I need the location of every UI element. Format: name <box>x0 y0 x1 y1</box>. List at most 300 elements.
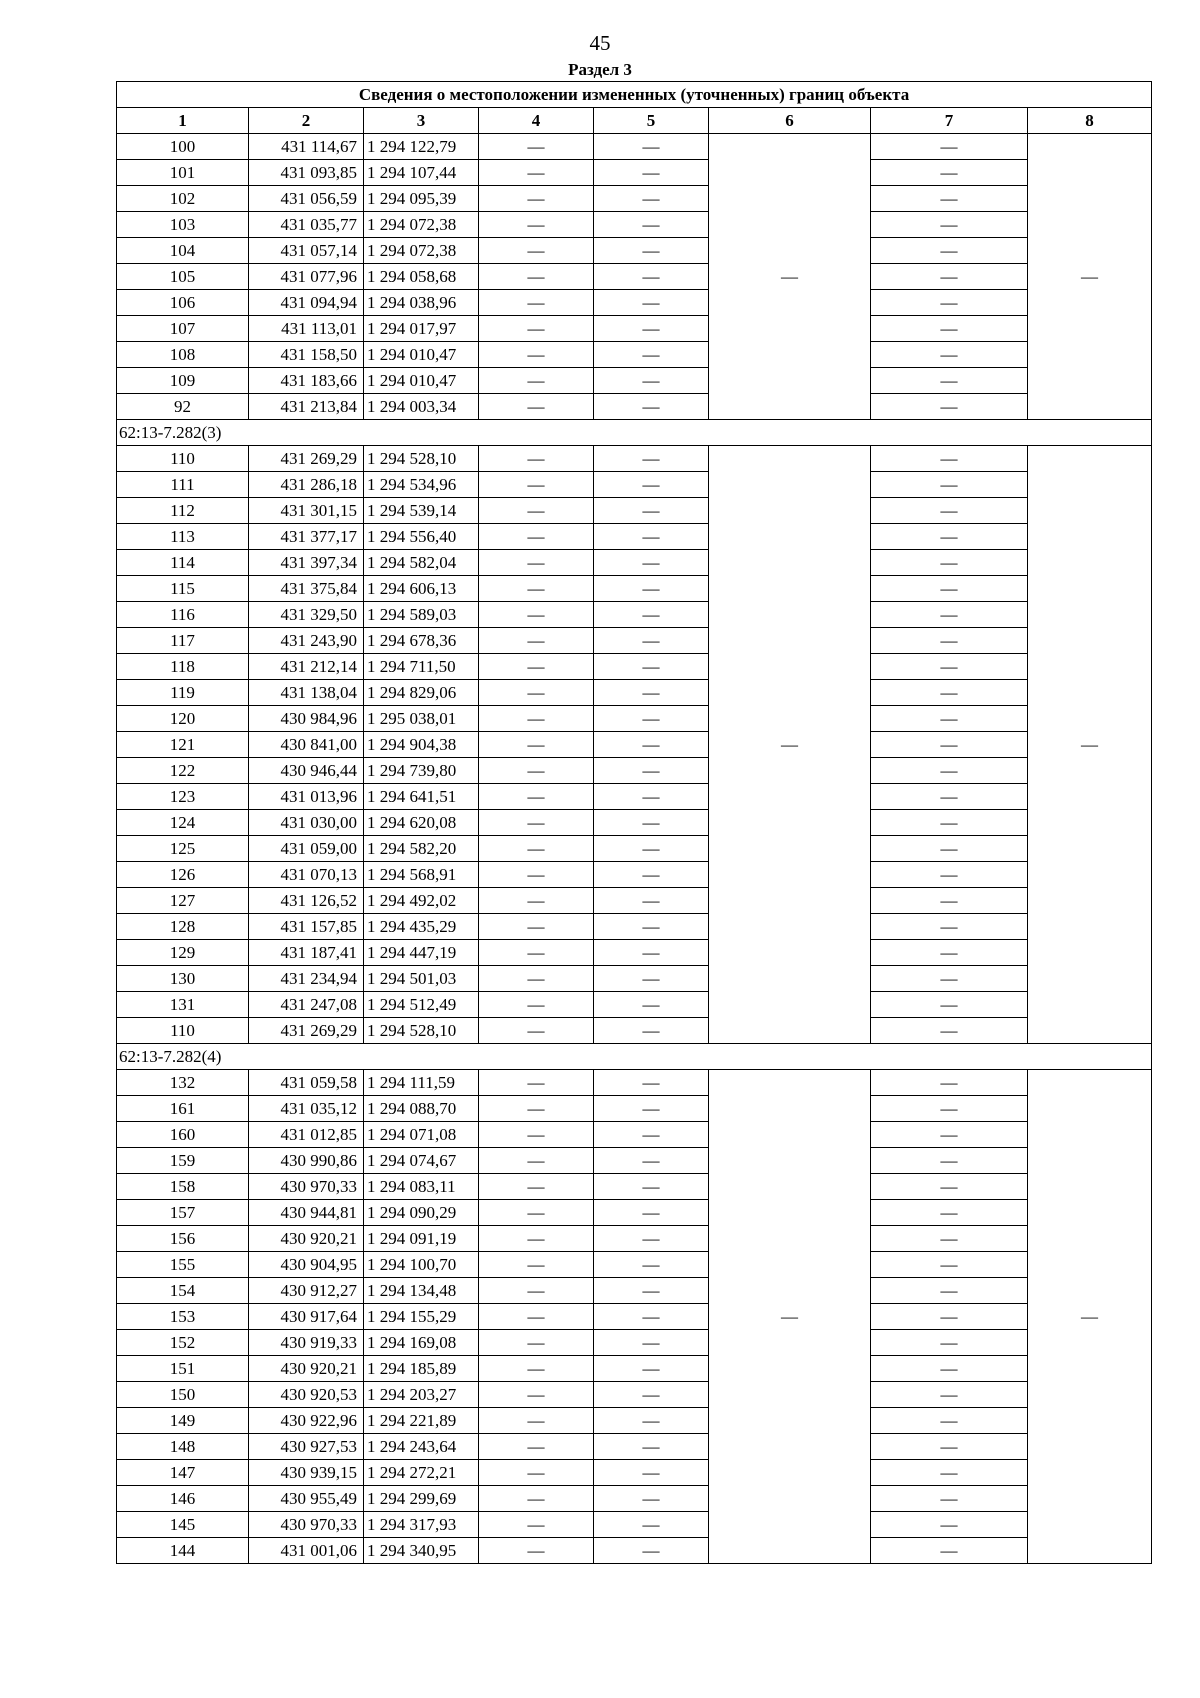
col4-dash: — <box>479 446 594 472</box>
section-title: Раздел 3 <box>568 60 632 79</box>
y-coordinate: 1 294 582,04 <box>364 550 479 576</box>
point-number: 150 <box>117 1382 249 1408</box>
y-coordinate: 1 294 528,10 <box>364 1018 479 1044</box>
column-header: 8 <box>1028 108 1152 134</box>
col4-dash: — <box>479 1174 594 1200</box>
x-coordinate: 431 013,96 <box>249 784 364 810</box>
x-coordinate: 431 158,50 <box>249 342 364 368</box>
col7-dash: — <box>871 602 1028 628</box>
point-number: 92 <box>117 394 249 420</box>
point-number: 132 <box>117 1070 249 1096</box>
table-row <box>117 784 1152 810</box>
point-number: 146 <box>117 1486 249 1512</box>
y-coordinate: 1 294 107,44 <box>364 160 479 186</box>
point-number: 104 <box>117 238 249 264</box>
column-header: 1 <box>117 108 249 134</box>
col7-dash: — <box>871 1122 1028 1148</box>
col5-dash: — <box>594 1096 709 1122</box>
table-row <box>117 1512 1152 1538</box>
y-coordinate: 1 294 582,20 <box>364 836 479 862</box>
col4-dash: — <box>479 1460 594 1486</box>
x-coordinate: 430 922,96 <box>249 1408 364 1434</box>
point-number: 115 <box>117 576 249 602</box>
col4-dash: — <box>479 342 594 368</box>
table-row <box>117 1434 1152 1460</box>
column-header: 7 <box>871 108 1028 134</box>
col4-dash: — <box>479 628 594 654</box>
col4-dash: — <box>479 1356 594 1382</box>
point-number: 127 <box>117 888 249 914</box>
col4-dash: — <box>479 1434 594 1460</box>
x-coordinate: 430 944,81 <box>249 1200 364 1226</box>
col5-dash: — <box>594 940 709 966</box>
col5-dash: — <box>594 576 709 602</box>
col7-dash: — <box>871 472 1028 498</box>
point-number: 160 <box>117 1122 249 1148</box>
col7-dash: — <box>871 940 1028 966</box>
col5-dash: — <box>594 862 709 888</box>
x-coordinate: 430 984,96 <box>249 706 364 732</box>
col7-dash: — <box>871 134 1028 160</box>
x-coordinate: 431 035,77 <box>249 212 364 238</box>
column-header: 5 <box>594 108 709 134</box>
col5-dash: — <box>594 524 709 550</box>
col7-dash: — <box>871 1460 1028 1486</box>
col7-dash: — <box>871 264 1028 290</box>
point-number: 110 <box>117 446 249 472</box>
col5-dash: — <box>594 264 709 290</box>
table-row <box>117 1148 1152 1174</box>
table-row <box>117 1382 1152 1408</box>
col4-dash: — <box>479 1226 594 1252</box>
col4-dash: — <box>479 966 594 992</box>
point-number: 105 <box>117 264 249 290</box>
col5-dash: — <box>594 1434 709 1460</box>
col5-dash: — <box>594 1512 709 1538</box>
col5-dash: — <box>594 446 709 472</box>
point-number: 145 <box>117 1512 249 1538</box>
col4-dash: — <box>479 654 594 680</box>
point-number: 103 <box>117 212 249 238</box>
col5-dash: — <box>594 1226 709 1252</box>
col5-dash: — <box>594 628 709 654</box>
column-header-row <box>117 108 1152 134</box>
col4-dash: — <box>479 1278 594 1304</box>
y-coordinate: 1 294 122,79 <box>364 134 479 160</box>
table-title: Сведения о местоположении измененных (уточненных) границ объекта <box>117 82 1152 108</box>
col5-dash: — <box>594 1122 709 1148</box>
x-coordinate: 430 970,33 <box>249 1512 364 1538</box>
x-coordinate: 430 946,44 <box>249 758 364 784</box>
col7-dash: — <box>871 342 1028 368</box>
col4-dash: — <box>479 732 594 758</box>
table-title-row <box>117 82 1152 108</box>
col5-dash: — <box>594 498 709 524</box>
col5-dash: — <box>594 966 709 992</box>
col7-dash: — <box>871 394 1028 420</box>
point-number: 110 <box>117 1018 249 1044</box>
x-coordinate: 430 970,33 <box>249 1174 364 1200</box>
point-number: 101 <box>117 160 249 186</box>
table-row <box>117 550 1152 576</box>
y-coordinate: 1 294 435,29 <box>364 914 479 940</box>
x-coordinate: 431 059,00 <box>249 836 364 862</box>
y-coordinate: 1 294 010,47 <box>364 368 479 394</box>
point-number: 158 <box>117 1174 249 1200</box>
col4-dash: — <box>479 1538 594 1564</box>
x-coordinate: 431 247,08 <box>249 992 364 1018</box>
point-number: 123 <box>117 784 249 810</box>
table-row <box>117 342 1152 368</box>
col7-dash: — <box>871 654 1028 680</box>
point-number: 118 <box>117 654 249 680</box>
col7-dash: — <box>871 238 1028 264</box>
col7-dash: — <box>871 550 1028 576</box>
col5-dash: — <box>594 810 709 836</box>
y-coordinate: 1 294 243,64 <box>364 1434 479 1460</box>
col4-dash: — <box>479 1512 594 1538</box>
table-row <box>117 576 1152 602</box>
col7-dash: — <box>871 1356 1028 1382</box>
x-coordinate: 431 001,06 <box>249 1538 364 1564</box>
point-number: 129 <box>117 940 249 966</box>
table-row <box>117 940 1152 966</box>
table-row <box>117 1226 1152 1252</box>
col7-dash: — <box>871 732 1028 758</box>
table-row <box>117 1460 1152 1486</box>
col5-dash: — <box>594 1252 709 1278</box>
x-coordinate: 431 035,12 <box>249 1096 364 1122</box>
col4-dash: — <box>479 550 594 576</box>
table-row <box>117 1252 1152 1278</box>
point-number: 148 <box>117 1434 249 1460</box>
x-coordinate: 431 286,18 <box>249 472 364 498</box>
y-coordinate: 1 294 155,29 <box>364 1304 479 1330</box>
point-number: 106 <box>117 290 249 316</box>
point-number: 131 <box>117 992 249 1018</box>
col5-dash: — <box>594 290 709 316</box>
col7-dash: — <box>871 290 1028 316</box>
table-row <box>117 914 1152 940</box>
y-coordinate: 1 294 111,59 <box>364 1070 479 1096</box>
point-number: 124 <box>117 810 249 836</box>
x-coordinate: 430 919,33 <box>249 1330 364 1356</box>
col5-dash: — <box>594 914 709 940</box>
table-row <box>117 992 1152 1018</box>
col5-dash: — <box>594 992 709 1018</box>
point-number: 112 <box>117 498 249 524</box>
x-coordinate: 430 920,21 <box>249 1356 364 1382</box>
point-number: 161 <box>117 1096 249 1122</box>
col5-dash: — <box>594 212 709 238</box>
point-number: 102 <box>117 186 249 212</box>
col6-dash: — <box>709 1070 871 1564</box>
table-row <box>117 1070 1152 1096</box>
col8-dash: — <box>1028 446 1152 1044</box>
col5-dash: — <box>594 836 709 862</box>
y-coordinate: 1 294 528,10 <box>364 446 479 472</box>
contour-label-row <box>117 1044 1152 1070</box>
col5-dash: — <box>594 342 709 368</box>
col4-dash: — <box>479 784 594 810</box>
col5-dash: — <box>594 550 709 576</box>
col4-dash: — <box>479 836 594 862</box>
y-coordinate: 1 294 501,03 <box>364 966 479 992</box>
coordinates-table <box>116 81 1152 1564</box>
y-coordinate: 1 294 203,27 <box>364 1382 479 1408</box>
table-row <box>117 628 1152 654</box>
point-number: 147 <box>117 1460 249 1486</box>
y-coordinate: 1 294 512,49 <box>364 992 479 1018</box>
col4-dash: — <box>479 1330 594 1356</box>
x-coordinate: 431 012,85 <box>249 1122 364 1148</box>
x-coordinate: 431 057,14 <box>249 238 364 264</box>
col5-dash: — <box>594 1330 709 1356</box>
col7-dash: — <box>871 680 1028 706</box>
col5-dash: — <box>594 1018 709 1044</box>
x-coordinate: 430 927,53 <box>249 1434 364 1460</box>
col5-dash: — <box>594 1174 709 1200</box>
col5-dash: — <box>594 186 709 212</box>
col4-dash: — <box>479 1486 594 1512</box>
x-coordinate: 431 056,59 <box>249 186 364 212</box>
col4-dash: — <box>479 992 594 1018</box>
col5-dash: — <box>594 1486 709 1512</box>
y-coordinate: 1 294 038,96 <box>364 290 479 316</box>
point-number: 113 <box>117 524 249 550</box>
col4-dash: — <box>479 394 594 420</box>
point-number: 109 <box>117 368 249 394</box>
point-number: 116 <box>117 602 249 628</box>
col4-dash: — <box>479 1304 594 1330</box>
table-row <box>117 732 1152 758</box>
x-coordinate: 431 269,29 <box>249 1018 364 1044</box>
point-number: 125 <box>117 836 249 862</box>
col7-dash: — <box>871 1252 1028 1278</box>
table-row <box>117 1096 1152 1122</box>
x-coordinate: 431 077,96 <box>249 264 364 290</box>
col7-dash: — <box>871 186 1028 212</box>
x-coordinate: 430 990,86 <box>249 1148 364 1174</box>
x-coordinate: 431 213,84 <box>249 394 364 420</box>
point-number: 117 <box>117 628 249 654</box>
col7-dash: — <box>871 758 1028 784</box>
point-number: 157 <box>117 1200 249 1226</box>
table-row <box>117 1538 1152 1564</box>
col7-dash: — <box>871 1382 1028 1408</box>
col7-dash: — <box>871 888 1028 914</box>
col6-dash: — <box>709 446 871 1044</box>
col7-dash: — <box>871 212 1028 238</box>
col4-dash: — <box>479 810 594 836</box>
y-coordinate: 1 294 074,67 <box>364 1148 479 1174</box>
point-number: 120 <box>117 706 249 732</box>
x-coordinate: 430 920,53 <box>249 1382 364 1408</box>
col7-dash: — <box>871 1174 1028 1200</box>
y-coordinate: 1 294 739,80 <box>364 758 479 784</box>
x-coordinate: 430 904,95 <box>249 1252 364 1278</box>
col4-dash: — <box>479 1408 594 1434</box>
table-row <box>117 186 1152 212</box>
col4-dash: — <box>479 576 594 602</box>
x-coordinate: 431 269,29 <box>249 446 364 472</box>
col5-dash: — <box>594 1200 709 1226</box>
col7-dash: — <box>871 1330 1028 1356</box>
col5-dash: — <box>594 1460 709 1486</box>
col4-dash: — <box>479 1096 594 1122</box>
column-header: 6 <box>709 108 871 134</box>
col4-dash: — <box>479 758 594 784</box>
y-coordinate: 1 294 641,51 <box>364 784 479 810</box>
col7-dash: — <box>871 160 1028 186</box>
col4-dash: — <box>479 1018 594 1044</box>
col7-dash: — <box>871 862 1028 888</box>
col5-dash: — <box>594 680 709 706</box>
x-coordinate: 431 093,85 <box>249 160 364 186</box>
col5-dash: — <box>594 1382 709 1408</box>
table-row <box>117 212 1152 238</box>
col4-dash: — <box>479 914 594 940</box>
col7-dash: — <box>871 1408 1028 1434</box>
table-row <box>117 1018 1152 1044</box>
table-row <box>117 966 1152 992</box>
col7-dash: — <box>871 1018 1028 1044</box>
col6-dash: — <box>709 134 871 420</box>
col7-dash: — <box>871 316 1028 342</box>
contour-label: 62:13-7.282(4) <box>117 1044 1152 1070</box>
table-row <box>117 446 1152 472</box>
col5-dash: — <box>594 472 709 498</box>
x-coordinate: 431 030,00 <box>249 810 364 836</box>
y-coordinate: 1 294 317,93 <box>364 1512 479 1538</box>
y-coordinate: 1 294 340,95 <box>364 1538 479 1564</box>
col8-dash: — <box>1028 1070 1152 1564</box>
y-coordinate: 1 294 185,89 <box>364 1356 479 1382</box>
col7-dash: — <box>871 966 1028 992</box>
y-coordinate: 1 295 038,01 <box>364 706 479 732</box>
col4-dash: — <box>479 862 594 888</box>
y-coordinate: 1 294 606,13 <box>364 576 479 602</box>
col7-dash: — <box>871 1434 1028 1460</box>
point-number: 152 <box>117 1330 249 1356</box>
col5-dash: — <box>594 1304 709 1330</box>
y-coordinate: 1 294 091,19 <box>364 1226 479 1252</box>
y-coordinate: 1 294 299,69 <box>364 1486 479 1512</box>
y-coordinate: 1 294 620,08 <box>364 810 479 836</box>
point-number: 114 <box>117 550 249 576</box>
col7-dash: — <box>871 1278 1028 1304</box>
x-coordinate: 431 375,84 <box>249 576 364 602</box>
col7-dash: — <box>871 498 1028 524</box>
column-header: 4 <box>479 108 594 134</box>
table-row <box>117 368 1152 394</box>
y-coordinate: 1 294 095,39 <box>364 186 479 212</box>
point-number: 130 <box>117 966 249 992</box>
y-coordinate: 1 294 088,70 <box>364 1096 479 1122</box>
point-number: 100 <box>117 134 249 160</box>
y-coordinate: 1 294 072,38 <box>364 212 479 238</box>
table-row <box>117 1486 1152 1512</box>
point-number: 122 <box>117 758 249 784</box>
col7-dash: — <box>871 1304 1028 1330</box>
table-row <box>117 1330 1152 1356</box>
table-row <box>117 1278 1152 1304</box>
x-coordinate: 430 939,15 <box>249 1460 364 1486</box>
col4-dash: — <box>479 524 594 550</box>
y-coordinate: 1 294 071,08 <box>364 1122 479 1148</box>
col7-dash: — <box>871 1512 1028 1538</box>
x-coordinate: 431 329,50 <box>249 602 364 628</box>
col5-dash: — <box>594 160 709 186</box>
col7-dash: — <box>871 446 1028 472</box>
point-number: 128 <box>117 914 249 940</box>
contour-label-row <box>117 420 1152 446</box>
col5-dash: — <box>594 394 709 420</box>
point-number: 159 <box>117 1148 249 1174</box>
col5-dash: — <box>594 602 709 628</box>
table-row <box>117 394 1152 420</box>
col7-dash: — <box>871 1070 1028 1096</box>
point-number: 156 <box>117 1226 249 1252</box>
x-coordinate: 431 212,14 <box>249 654 364 680</box>
point-number: 111 <box>117 472 249 498</box>
table-row <box>117 524 1152 550</box>
table-row <box>117 160 1152 186</box>
col7-dash: — <box>871 1200 1028 1226</box>
table-row <box>117 316 1152 342</box>
col5-dash: — <box>594 758 709 784</box>
y-coordinate: 1 294 083,11 <box>364 1174 479 1200</box>
col4-dash: — <box>479 238 594 264</box>
col7-dash: — <box>871 836 1028 862</box>
table-row <box>117 238 1152 264</box>
x-coordinate: 431 059,58 <box>249 1070 364 1096</box>
col4-dash: — <box>479 498 594 524</box>
point-number: 107 <box>117 316 249 342</box>
y-coordinate: 1 294 556,40 <box>364 524 479 550</box>
y-coordinate: 1 294 904,38 <box>364 732 479 758</box>
col4-dash: — <box>479 368 594 394</box>
x-coordinate: 431 183,66 <box>249 368 364 394</box>
x-coordinate: 430 955,49 <box>249 1486 364 1512</box>
table-row <box>117 836 1152 862</box>
y-coordinate: 1 294 711,50 <box>364 654 479 680</box>
col4-dash: — <box>479 1200 594 1226</box>
x-coordinate: 430 920,21 <box>249 1226 364 1252</box>
y-coordinate: 1 294 017,97 <box>364 316 479 342</box>
col4-dash: — <box>479 602 594 628</box>
y-coordinate: 1 294 272,21 <box>364 1460 479 1486</box>
col4-dash: — <box>479 680 594 706</box>
table-row <box>117 706 1152 732</box>
col5-dash: — <box>594 316 709 342</box>
point-number: 149 <box>117 1408 249 1434</box>
col5-dash: — <box>594 706 709 732</box>
page-number: 45 <box>589 31 611 55</box>
point-number: 108 <box>117 342 249 368</box>
point-number: 144 <box>117 1538 249 1564</box>
col5-dash: — <box>594 1408 709 1434</box>
y-coordinate: 1 294 090,29 <box>364 1200 479 1226</box>
col4-dash: — <box>479 186 594 212</box>
table-row <box>117 888 1152 914</box>
point-number: 155 <box>117 1252 249 1278</box>
table-row <box>117 1200 1152 1226</box>
y-coordinate: 1 294 010,47 <box>364 342 479 368</box>
column-header: 2 <box>249 108 364 134</box>
point-number: 154 <box>117 1278 249 1304</box>
x-coordinate: 431 377,17 <box>249 524 364 550</box>
